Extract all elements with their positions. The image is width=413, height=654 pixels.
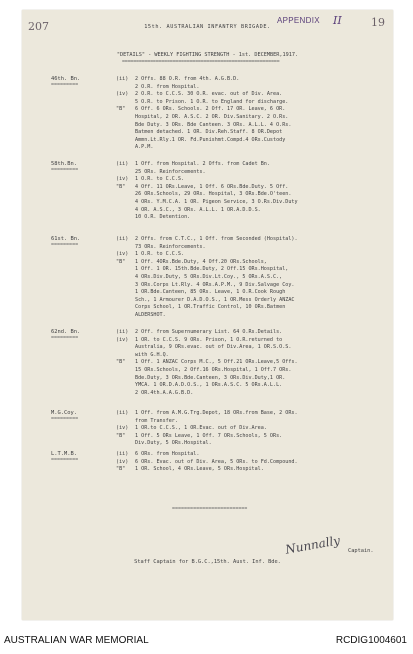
- entry-category-code: (ii): [116, 451, 129, 457]
- entry-text: 5 O.R. to Prison. 1 O.R. to England for discharge.: [135, 98, 289, 105]
- entry-category-code: (ii): [116, 329, 129, 335]
- unit-name: 46th. Bn.: [51, 76, 81, 82]
- closing-rule: =========================: [172, 506, 248, 512]
- entry-category-code: "B": [116, 258, 126, 265]
- entry-category-code: (iv): [116, 425, 129, 432]
- entry-category-code: (iv): [116, 336, 129, 343]
- entry-text: 1 OR.to C.C.S., 1 OR.Evac. out of Div.Area.: [135, 425, 267, 432]
- entry-text: 1 Off. 5 ORs Leave, 1 Off. 7 ORs.Schools, 5 ORs.: [135, 432, 283, 439]
- unit-name: 58th.Bn.: [51, 161, 77, 167]
- unit-name: M.G.Coy.: [51, 410, 77, 416]
- entry-category-code: (iv): [116, 91, 129, 98]
- unit-name: L.T.M.B.: [51, 451, 77, 457]
- entry-text: 6 Off. 6 ORs. Schools. 2 Off. 17 OR. Leave, 6 OR.: [135, 106, 286, 113]
- unit-title: 15th. AUSTRALIAN INFANTRY BRIGADE.: [144, 24, 271, 30]
- entry-text: Batmen detached. 1 OR. Div.Reh.Staff. 8 OR.Depot: [135, 129, 283, 136]
- entry-text: from Transfer.: [135, 417, 178, 424]
- entry-text: 73 ORs. Reinforcements.: [135, 243, 206, 250]
- entry-text: 6 ORs. Evac. out of Div. Area, 5 ORs. to Fd.Compound.: [135, 458, 298, 465]
- entry-text: 3 ORs.Corps Lt.Rly. 4 ORs.A.P.M., 9 Div.Salvage Coy.: [135, 281, 295, 288]
- entry-text: 25 ORs. Reinforcements.: [135, 168, 206, 175]
- entry-text: ALDERSHOT.: [135, 312, 166, 318]
- footer-credit: AUSTRALIAN WAR MEMORIAL: [4, 635, 149, 646]
- unit-name-underline: =========: [51, 457, 79, 463]
- entry-text: 1 OR.Bde.Canteen, 85 ORs. Leave, 1 O.R.Cook Rough: [135, 289, 286, 296]
- report-title: "DETAILS" - WEEKLY FIGHTING STRENGTH - 1st. DECEMBER,1917.: [116, 52, 299, 58]
- entry-text: 26 ORs.Schools, 29 ORs. Hospital, 3 ORs.Bde.O'teen.: [135, 191, 292, 198]
- entry-category-code: (iv): [116, 458, 129, 465]
- entry-text: 2 O.R. to C.C.S. 30 O.R. evac. out of Div. Area.: [135, 91, 283, 98]
- entry-text: 1 O.R. to C.C.S.: [135, 251, 185, 258]
- entry-text: A.P.M.: [135, 144, 154, 151]
- entry-text: 2 Offs. 88 O.R. from 4th. A.G.B.D.: [135, 76, 240, 82]
- footer-reference: RCDIG1004601: [335, 635, 407, 646]
- document-page: [22, 10, 393, 620]
- entry-category-code: "B": [116, 432, 126, 439]
- entry-text: 1 Off. from Hospital. 2 Offs. from Cadet Bn.: [135, 161, 270, 167]
- unit-name-underline: =========: [51, 82, 79, 88]
- entry-text: 4 ORs. Y.M.C.A. 1 OR. Pigeon Service, 3 O.Rs.Div.Duty: [135, 199, 298, 205]
- entry-text: Sch., 1 Armourer D.A.D.O.S., 1 OR.Mess Orderly ANZAC: [135, 296, 295, 303]
- entry-text: Hospital, 2 OR. A.S.C. 2 OR. Div.Sanitary. 2 O.Rs.: [135, 114, 289, 120]
- entry-text: 1 OR. School, 4 ORs.Leave, 5 ORs.Hospital.: [135, 466, 264, 473]
- unit-name: 61st. Bn.: [51, 236, 81, 242]
- folio-number-left: 207: [28, 20, 49, 33]
- signature: Nunnally: [284, 533, 342, 557]
- entry-text: YMCA. 1 OR.D.A.D.O.S., 1 ORs.A.S.C. 5 ORs.A.L.L.: [135, 382, 283, 389]
- entry-text: 1 Off. 4ORs.Bde.Duty, 4 Off.20 ORs.Schools,: [135, 258, 267, 265]
- signature-rank: Captain.: [348, 548, 374, 554]
- entry-category-code: "B": [116, 466, 126, 473]
- entry-text: Div.Duty, 5 ORs.Hospital.: [135, 440, 212, 447]
- unit-name-underline: =========: [51, 242, 79, 248]
- entry-text: 2 Off. from Supernumerary List. 64 O.Rs.Details.: [135, 329, 283, 335]
- unit-name: 62nd. Bn.: [51, 329, 81, 335]
- entry-text: Bde.Duty, 3 ORs.Bde.Canteen, 3 ORs.Div.Duty,1 OR.: [135, 374, 286, 381]
- unit-name-underline: =========: [51, 416, 79, 422]
- entry-text: 2 OR.4th.A.A.G.B.D.: [135, 389, 194, 396]
- entry-text: 1 O.R. to C.C.S.: [135, 176, 185, 183]
- entry-text: Ammn.Lt.Rly.1 OR. Fd.Punishmt.Compd.4 ORs.Custody: [135, 136, 286, 143]
- entry-text: 4 OR. A.S.C., 3 ORs. A.L.L. 1 OR.A.D.D.S.: [135, 206, 261, 213]
- entry-text: Corps School, 1 OR.Traffic Control, 10 ORs.Batmen: [135, 304, 286, 311]
- entry-text: 2 O.R. from Hospital.: [135, 83, 200, 90]
- entry-text: 1 Off. 1 OR. 15th.Bde.Duty, 2 Off.15 ORs.Hospital,: [135, 266, 289, 273]
- entry-category-code: (ii): [116, 161, 129, 167]
- entry-text: Bde Duty. 3 ORs. Bde Canteen. 3 ORs. A.L.L. 4 O.Rs.: [135, 121, 292, 128]
- entry-text: 6 ORs. from Hospital.: [135, 451, 200, 457]
- entry-text: 1 Off. from A.M.G.Trg.Depot, 18 ORs.from Base, 2 ORs.: [135, 410, 298, 416]
- title-rule: ========================================================: [122, 59, 280, 65]
- entry-category-code: "B": [116, 106, 126, 113]
- folio-number-right: 19: [371, 16, 385, 29]
- signature-role: Staff Captain for B.G.C.,15th. Aust. Inf. Bde.: [134, 559, 281, 565]
- entry-category-code: (ii): [116, 76, 129, 82]
- entry-text: 4 Off. 11 ORs.Leave, 1 Off. 6 ORs.Bde.Duty. 5 Off.: [135, 183, 289, 190]
- entry-category-code: "B": [116, 359, 126, 366]
- entry-category-code: (ii): [116, 410, 129, 416]
- entry-text: 4 ORs.Div.Duty, 5 ORs.Div.Lt.Coy., 5 ORs.A.S.C.,: [135, 274, 283, 280]
- entry-text: with G.H.Q.: [135, 351, 169, 358]
- entry-text: 10 O.R. Detention.: [135, 214, 191, 221]
- entry-category-code: (ii): [116, 236, 129, 242]
- entry-text: Australia, 9 ORs.evac. out of Div.Area, 1 OR.S.O.S.: [135, 344, 292, 351]
- appendix-number: II: [333, 14, 342, 27]
- appendix-stamp: APPENDIX: [277, 16, 320, 25]
- entry-category-code: (iv): [116, 251, 129, 258]
- entry-text: 1 OR. to C.C.S. 9 ORs. Prison, 1 O.R.returned to: [135, 336, 283, 343]
- entry-text: 1 Off. 1 ANZAC Corps M.C., 5 Off.21 ORs.Leave,5 Offs.: [135, 359, 298, 366]
- unit-name-underline: =========: [51, 335, 79, 341]
- entry-text: 15 ORs.Schools, 2 Off.16 ORs.Hospital, 1 Off.7 ORs.: [135, 367, 292, 373]
- entry-text: 2 Offs. from C.T.C., 1 Off. from Seconded (Hospital).: [135, 236, 298, 242]
- entry-category-code: "B": [116, 183, 126, 190]
- entry-category-code: (iv): [116, 176, 129, 183]
- unit-name-underline: =========: [51, 167, 79, 173]
